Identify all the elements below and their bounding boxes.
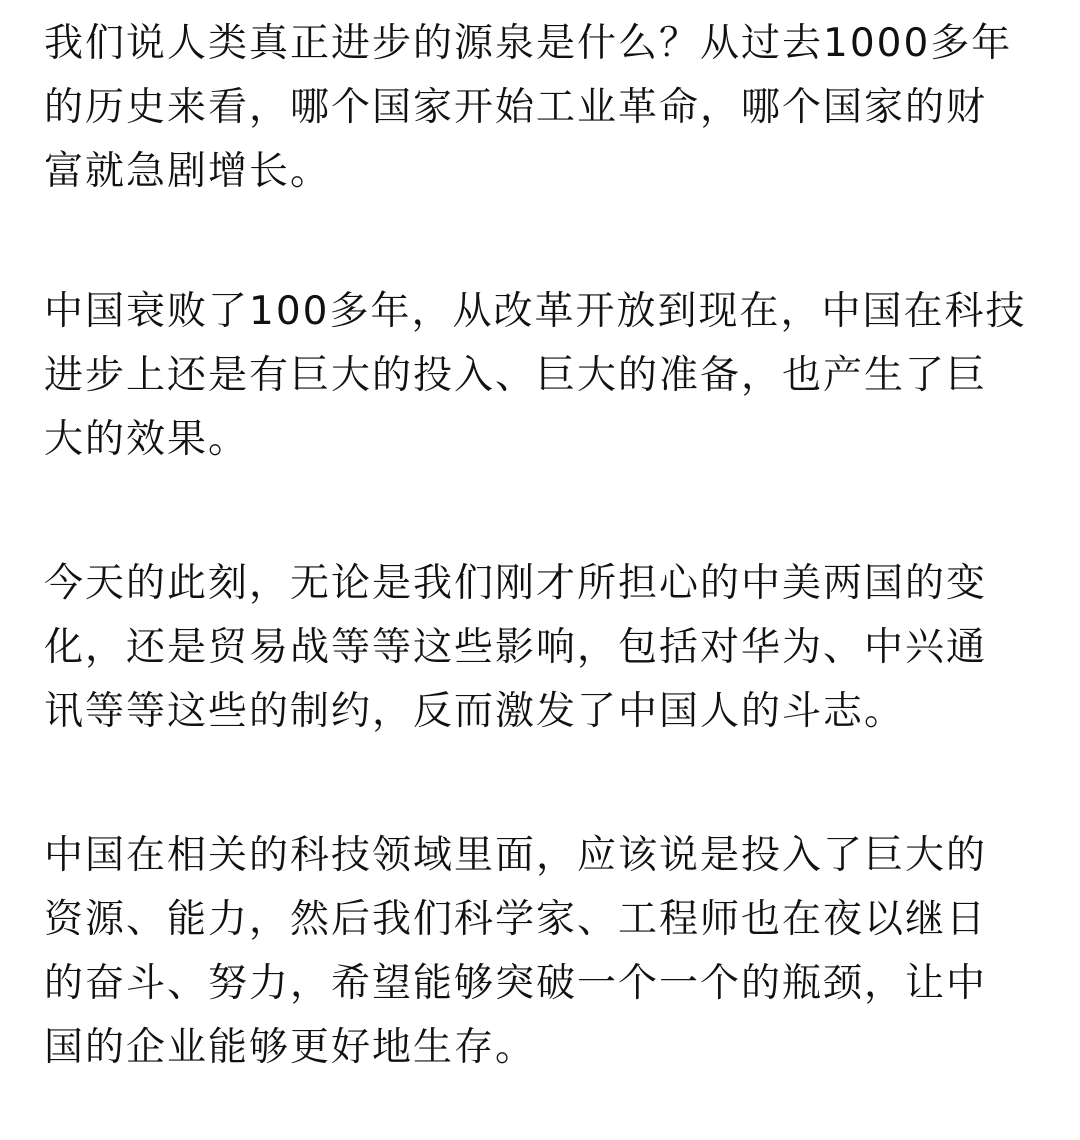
paragraph-4 xyxy=(44,824,987,1080)
paragraph-3 xyxy=(44,552,987,744)
paragraph-line: 进步上还是有巨大的投入、巨大的准备，也产生了巨 xyxy=(44,353,988,398)
paragraph-line: 我们说人类真正进步的源泉是什么？从过去1000多年 xyxy=(44,21,1013,66)
paragraph-line: 讯等等这些的制约，反而激发了中国人的斗志。 xyxy=(44,689,906,734)
paragraph-line: 的奋斗、努力，希望能够突破一个一个的瓶颈，让中 xyxy=(44,961,988,1006)
paragraph-line: 国的企业能够更好地生存。 xyxy=(44,1025,537,1070)
paragraph-1 xyxy=(44,12,1012,204)
paragraph-line: 资源、能力，然后我们科学家、工程师也在夜以继日 xyxy=(44,897,988,942)
paragraph-line: 今天的此刻，无论是我们刚才所担心的中美两国的变 xyxy=(44,561,988,606)
paragraph-line: 大的效果。 xyxy=(44,417,250,462)
paragraph-line: 中国衰败了100多年，从改革开放到现在，中国在科技 xyxy=(44,289,1027,334)
paragraph-line: 的历史来看，哪个国家开始工业革命，哪个国家的财 xyxy=(44,85,988,130)
paragraph-line: 中国在相关的科技领域里面，应该说是投入了巨大的 xyxy=(44,833,988,878)
paragraph-line: 富就急剧增长。 xyxy=(44,149,332,194)
paragraph-2 xyxy=(44,280,1026,472)
paragraph-line: 化，还是贸易战等等这些影响，包括对华为、中兴通 xyxy=(44,625,988,670)
